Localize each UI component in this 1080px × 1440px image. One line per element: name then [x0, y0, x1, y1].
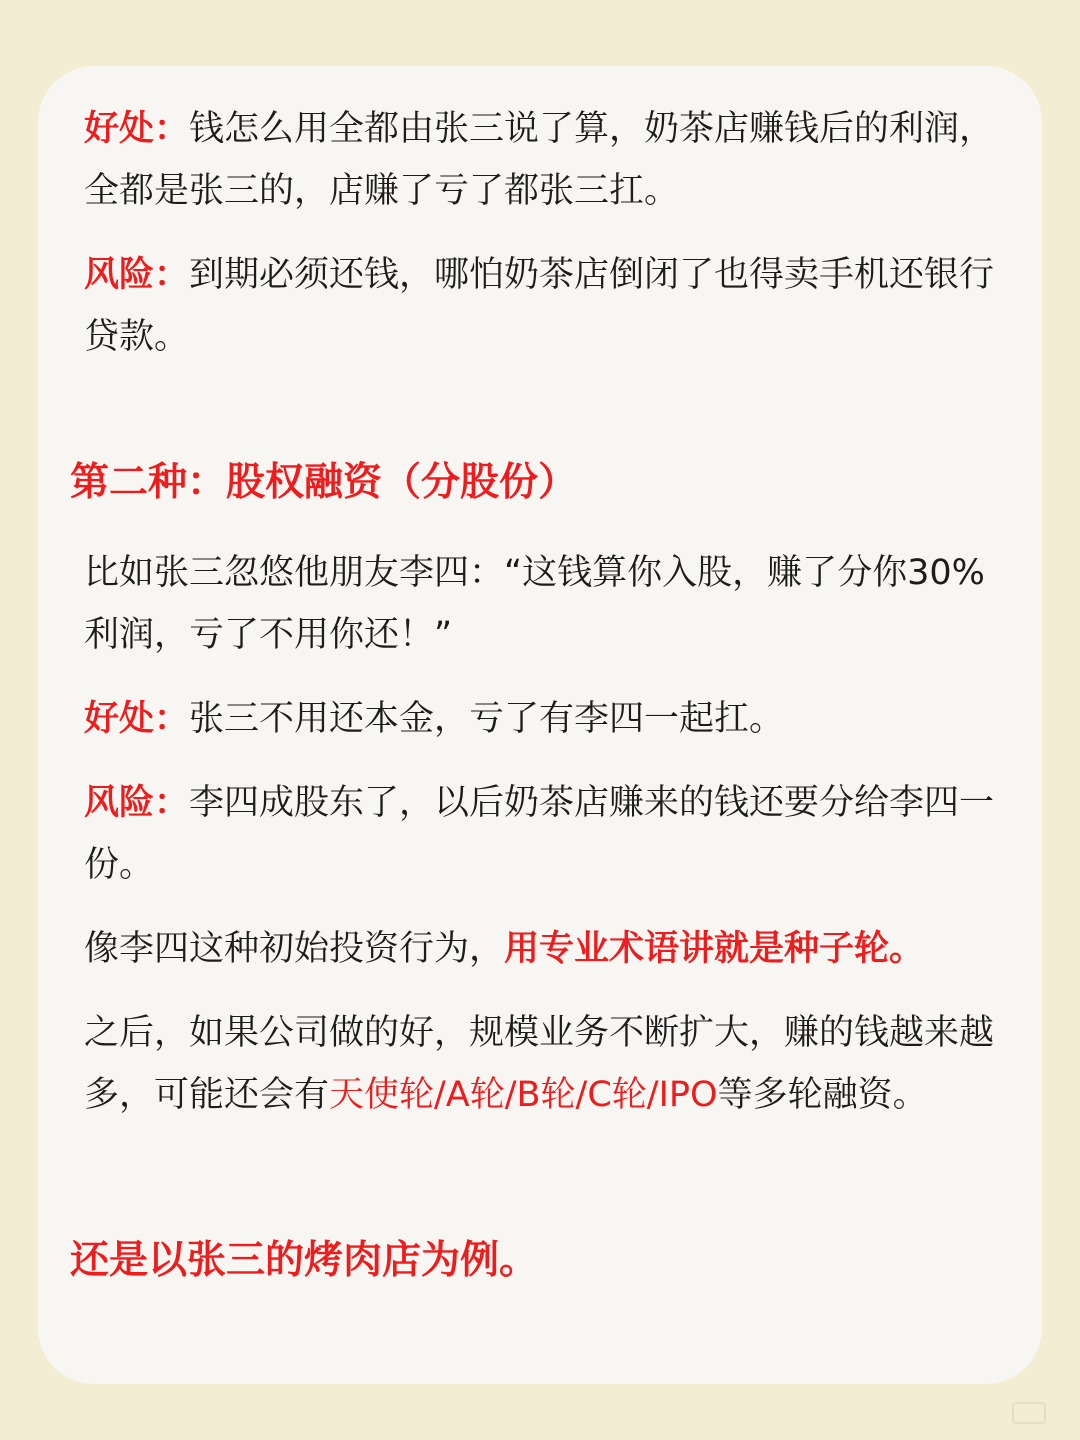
funding-rounds-highlight: 天使轮/A轮/B轮/C轮/IPO — [329, 1075, 718, 1115]
seed-round-highlight: 用专业术语讲就是种子轮。 — [504, 929, 925, 969]
section-heading-bbq-example: 还是以张三的烤肉店为例。 — [70, 1238, 539, 1283]
funding-text-a: 之后，如果公司做的好，规模业务不断扩大，赚的钱越来越多，可能还会有 — [84, 1013, 995, 1115]
risk-label: 风险： — [84, 255, 190, 295]
benefit-label: 好处： — [84, 109, 190, 149]
watermark-icon — [1012, 1402, 1046, 1424]
funding-text-b: 等多轮融资。 — [717, 1075, 928, 1115]
article-body — [70, 98, 1004, 1292]
benefit-paragraph-2 — [84, 688, 1004, 750]
benefit-text: 张三不用还本金，亏了有李四一起扛。 — [189, 699, 785, 739]
risk-label: 风险： — [84, 783, 190, 823]
benefit-paragraph-1 — [84, 98, 1004, 222]
risk-text: 李四成股东了，以后奶茶店赚来的钱还要分给李四一份。 — [84, 783, 995, 885]
funding-rounds-paragraph — [84, 1002, 1004, 1126]
risk-paragraph-2 — [84, 772, 1004, 896]
risk-text: 到期必须还钱，哪怕奶茶店倒闭了也得卖手机还银行贷款。 — [84, 255, 995, 357]
benefit-text: 钱怎么用全都由张三说了算，奶茶店赚钱后的利润，全都是张三的，店赚了亏了都张三扛。 — [84, 109, 995, 211]
section-heading-equity: 第二种：股权融资（分股份） — [70, 460, 578, 505]
seed-round-text: 像李四这种初始投资行为， — [84, 929, 505, 969]
seed-round-paragraph — [84, 918, 1004, 980]
risk-paragraph-1 — [84, 244, 1004, 368]
benefit-label: 好处： — [84, 699, 190, 739]
example-paragraph: 比如张三忽悠他朋友李四：“这钱算你入股，赚了分你30%利润，亏了不用你还！” — [84, 553, 985, 655]
